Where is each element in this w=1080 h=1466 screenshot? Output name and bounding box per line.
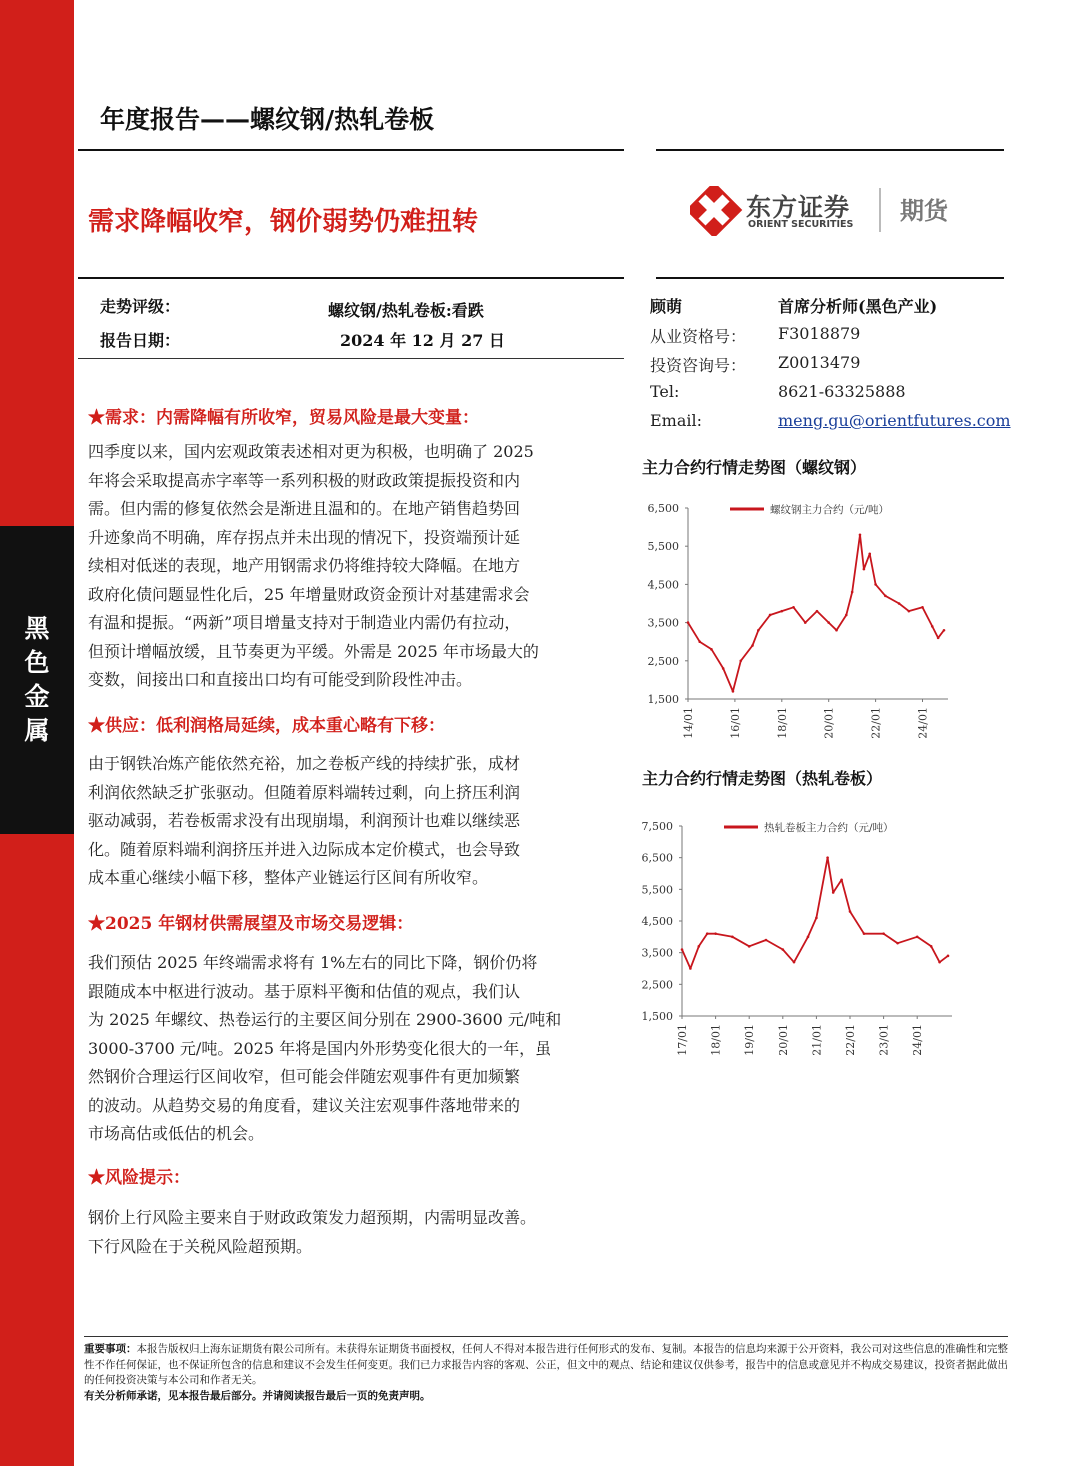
company-logo xyxy=(690,186,970,236)
data-point xyxy=(845,614,848,617)
data-point xyxy=(908,610,911,613)
data-point xyxy=(681,948,684,951)
data-point xyxy=(863,568,866,571)
x-tick-label: 20/01 xyxy=(822,707,836,739)
data-point xyxy=(732,690,735,693)
data-point xyxy=(947,955,950,958)
report-type-title: 年度报告——螺纹钢/热轧卷板 xyxy=(100,105,435,134)
section-title-risk: ★风险提示： xyxy=(88,1168,190,1188)
y-tick-label: 6,500 xyxy=(647,502,679,515)
text-line: 四季度以来，国内宏观政策表述相对更为积极，也明确了 2025 xyxy=(88,442,534,461)
text-line: 市场高估或低估的机会。 xyxy=(88,1124,265,1143)
section-body-supply xyxy=(88,750,610,893)
y-tick-label: 3,500 xyxy=(641,946,673,960)
x-tick-label: 17/01 xyxy=(676,1024,689,1056)
data-point xyxy=(792,606,795,609)
x-tick-label: 24/01 xyxy=(916,707,930,739)
email-label: Email: xyxy=(650,411,703,430)
data-point xyxy=(815,917,818,920)
category-char: 金 xyxy=(24,682,50,711)
text-line: 有温和提振。“两新”项目增量支持对于制造业内需仍有拉动， xyxy=(88,613,521,632)
header-rule-right xyxy=(656,149,1004,151)
consult-label: 投资咨询号： xyxy=(650,356,747,375)
data-point xyxy=(931,625,934,628)
data-point xyxy=(769,614,772,617)
price-series-line xyxy=(688,535,944,692)
logo-name-cn: 东方证券 xyxy=(746,193,851,222)
price-series-line xyxy=(682,858,948,969)
x-tick-label: 23/01 xyxy=(877,1024,891,1056)
y-tick-label: 6,500 xyxy=(641,851,673,865)
legend-label: 螺纹钢主力合约（元/吨） xyxy=(770,504,890,516)
x-tick-label: 19/01 xyxy=(743,1024,757,1056)
text-line: 跟随成本中枢进行波动。基于原料平衡和估值的观点，我们认 xyxy=(88,981,521,1001)
section-title-demand: ★需求：内需降幅有所收窄，贸易风险是最大变量： xyxy=(88,408,479,428)
data-point xyxy=(698,945,701,948)
section-body-risk xyxy=(88,1204,610,1261)
section-body-outlook xyxy=(88,949,610,1149)
text-line: 但预计增幅放缓，且节奏更为平缓。外需是 2025 年市场最大的 xyxy=(88,641,539,661)
x-tick-label: 24/01 xyxy=(911,1024,925,1056)
data-point xyxy=(921,606,924,609)
y-tick-label: 5,500 xyxy=(647,540,679,554)
text-line: 变数，间接出口和直接出口均有可能受到阶段性冲击。 xyxy=(88,670,473,689)
report-headline: 需求降幅收窄，钢价弱势仍难扭转 xyxy=(88,207,479,237)
meta-rule-thin xyxy=(78,358,624,359)
data-point xyxy=(882,932,885,935)
data-point xyxy=(807,936,810,939)
x-tick-label: 16/01 xyxy=(728,707,742,739)
analyst-name: 顾萌 xyxy=(650,297,683,316)
hrc-chart-title: 主力合约行情走势图（热轧卷板） xyxy=(642,769,883,788)
category-char: 黑 xyxy=(24,614,50,643)
x-tick-label: 22/01 xyxy=(844,1024,857,1056)
data-point xyxy=(751,644,754,647)
data-point xyxy=(687,621,690,624)
text-line: 钢价上行风险主要来自于财政政策发力超预期，内需明显改善。 xyxy=(88,1208,537,1227)
y-tick-label: 1,500 xyxy=(647,693,679,706)
x-tick-label: 18/01 xyxy=(709,1024,723,1056)
text-line: 成本重心继续小幅下移，整体产业链运行区间有所收窄。 xyxy=(88,868,489,887)
y-tick-label: 2,500 xyxy=(641,978,673,992)
data-point xyxy=(714,932,717,935)
section-body-demand xyxy=(88,438,610,695)
data-point xyxy=(816,610,819,613)
x-tick-label: 18/01 xyxy=(775,707,789,739)
y-tick-label: 4,500 xyxy=(641,915,673,928)
data-point xyxy=(722,667,725,670)
text-line: 年将会采取提高赤字率等一系列积极的财政政策提振投资和内 xyxy=(88,470,521,490)
data-point xyxy=(781,610,784,613)
rating-label: 走势评级： xyxy=(100,297,181,316)
text-line: 然钢价合理运行区间收窄，但可能会伴随宏观事件有更加频繁 xyxy=(88,1067,521,1086)
text-line: 下行风险在于关税风险超预期。 xyxy=(88,1236,313,1256)
category-char: 属 xyxy=(24,716,50,745)
data-point xyxy=(757,629,760,632)
consult-value: Z0013479 xyxy=(778,353,861,372)
data-point xyxy=(938,961,941,964)
logo-divider xyxy=(879,188,881,232)
text-line: 由于钢铁冶炼产能依然充裕，加之卷板产线的持续扩张，成材 xyxy=(88,754,521,773)
data-point xyxy=(826,856,829,859)
email-link[interactable]: meng.gu@orientfutures.com xyxy=(778,411,1011,430)
data-point xyxy=(898,602,901,605)
data-point xyxy=(930,945,933,948)
tel-label: Tel: xyxy=(650,382,680,401)
y-tick-label: 3,500 xyxy=(647,616,679,630)
data-point xyxy=(782,948,785,951)
text-line: 我们预估 2025 年终端需求将有 1%左右的同比下降，钢价仍将 xyxy=(88,953,538,972)
data-point xyxy=(698,640,701,643)
footer-rule xyxy=(84,1336,1008,1337)
section-title-outlook: ★2025 年钢材供需展望及市场交易逻辑： xyxy=(88,914,414,934)
x-tick-label: 20/01 xyxy=(776,1024,790,1056)
data-point xyxy=(739,660,742,663)
meta-rule-right xyxy=(656,277,1004,279)
text-line: 驱动减弱，若卷板需求没有出现崩塌，利润预计也难以继续恶 xyxy=(88,811,521,830)
text-line: 为 2025 年螺纹、热卷运行的主要区间分别在 2900-3600 元/吨和 xyxy=(88,1010,562,1029)
data-point xyxy=(804,621,807,624)
disclaimer-last-line: 有关分析师承诺，见本报告最后部分。并请阅读报告最后一页的免责声明。 xyxy=(84,1389,431,1402)
tel-value: 8621-63325888 xyxy=(778,382,906,401)
y-tick-label: 2,500 xyxy=(647,654,679,668)
data-point xyxy=(896,942,899,945)
rebar-chart-title: 主力合约行情走势图（螺纹钢） xyxy=(642,458,867,477)
y-tick-label: 1,500 xyxy=(641,1010,673,1023)
text-line: 需。但内需的修复依然会是渐进且温和的。在地产销售趋势回 xyxy=(88,499,521,518)
text-line: 政府化债问题显性化后，25 年增量财政资金预计对基建需求会 xyxy=(88,584,530,604)
data-point xyxy=(868,553,871,556)
hrc-price-chart xyxy=(630,808,960,1078)
y-tick-label: 7,500 xyxy=(641,820,673,833)
text-line: 升迹象尚不明确，库存拐点并未出现的情况下，投资端预计延 xyxy=(88,527,521,547)
data-point xyxy=(748,945,751,948)
header-rule-left xyxy=(78,149,624,151)
data-point xyxy=(943,629,946,632)
data-point xyxy=(706,932,709,935)
analyst-title: 首席分析师(黑色产业) xyxy=(778,297,938,316)
y-tick-label: 5,500 xyxy=(641,883,673,897)
disclaimer xyxy=(84,1342,1008,1404)
category-label xyxy=(0,612,74,748)
data-point xyxy=(884,595,887,598)
x-tick-label: 14/01 xyxy=(682,707,695,739)
meta-rule-left xyxy=(78,277,624,279)
data-point xyxy=(849,910,852,913)
logo-division: 期货 xyxy=(900,197,948,225)
rebar-price-chart xyxy=(630,494,960,754)
text-line: 利润依然缺乏扩张驱动。但随着原料端转过剩，向上挤压利润 xyxy=(88,782,521,802)
x-tick-label: 22/01 xyxy=(869,707,883,739)
data-point xyxy=(863,932,866,935)
rating-value: 螺纹钢/热轧卷板:看跌 xyxy=(328,301,484,320)
data-point xyxy=(731,936,734,939)
data-point xyxy=(937,637,940,640)
y-tick-label: 4,500 xyxy=(647,578,679,592)
category-char: 色 xyxy=(24,648,50,677)
text-line: 3000-3700 元/吨。2025 年将是国内外形势变化很大的一年，虽 xyxy=(88,1038,552,1058)
license-label: 从业资格号： xyxy=(650,327,747,346)
data-point xyxy=(835,629,838,632)
data-point xyxy=(916,936,919,939)
data-point xyxy=(851,591,854,594)
text-line: 的波动。从趋势交易的角度看，建议关注宏观事件落地带来的 xyxy=(88,1095,521,1115)
data-point xyxy=(793,961,796,964)
x-tick-label: 21/01 xyxy=(810,1024,824,1056)
data-point xyxy=(859,533,862,536)
data-point xyxy=(827,621,830,624)
legend-label: 热轧卷板主力合约（元/吨） xyxy=(764,822,894,834)
data-point xyxy=(689,967,692,970)
data-point xyxy=(874,583,877,586)
disclaimer-text: 本报告版权归上海东证期货有限公司所有。未获得东证期货书面授权，任何人不得对本报告进行任何形式的发布、复制。本报告的信息均来源于公开资料，我公司对这些信息的准确性和完整性不作任何保证，也不保证所包含的信息和建议不会发生任何变更。我们已力求报告内容的客观、公正，但文中的观点、结论和建议仅供参考，报告中的信息或意见并不构成交易建议，投资者据此做出的任何投资决策与本公司和作者无关。 xyxy=(84,1343,1008,1386)
disclaimer-label: 重要事项： xyxy=(84,1343,137,1355)
text-line: 续相对低迷的表现，地产用钢需求仍将维持较大降幅。在地方 xyxy=(88,556,521,575)
data-point xyxy=(710,648,713,651)
text-line: 化。随着原料端利润挤压并进入边际成本定价模式，也会导致 xyxy=(88,839,521,859)
logo-name-en: ORIENT SECURITIES xyxy=(748,219,854,230)
license-value: F3018879 xyxy=(778,324,861,343)
date-label: 报告日期： xyxy=(100,331,181,350)
date-value: 2024 年 12 月 27 日 xyxy=(340,331,505,350)
data-point xyxy=(765,939,768,942)
data-point xyxy=(832,891,835,894)
section-title-supply: ★供应：低利润格局延续，成本重心略有下移： xyxy=(88,716,445,736)
data-point xyxy=(840,879,843,882)
